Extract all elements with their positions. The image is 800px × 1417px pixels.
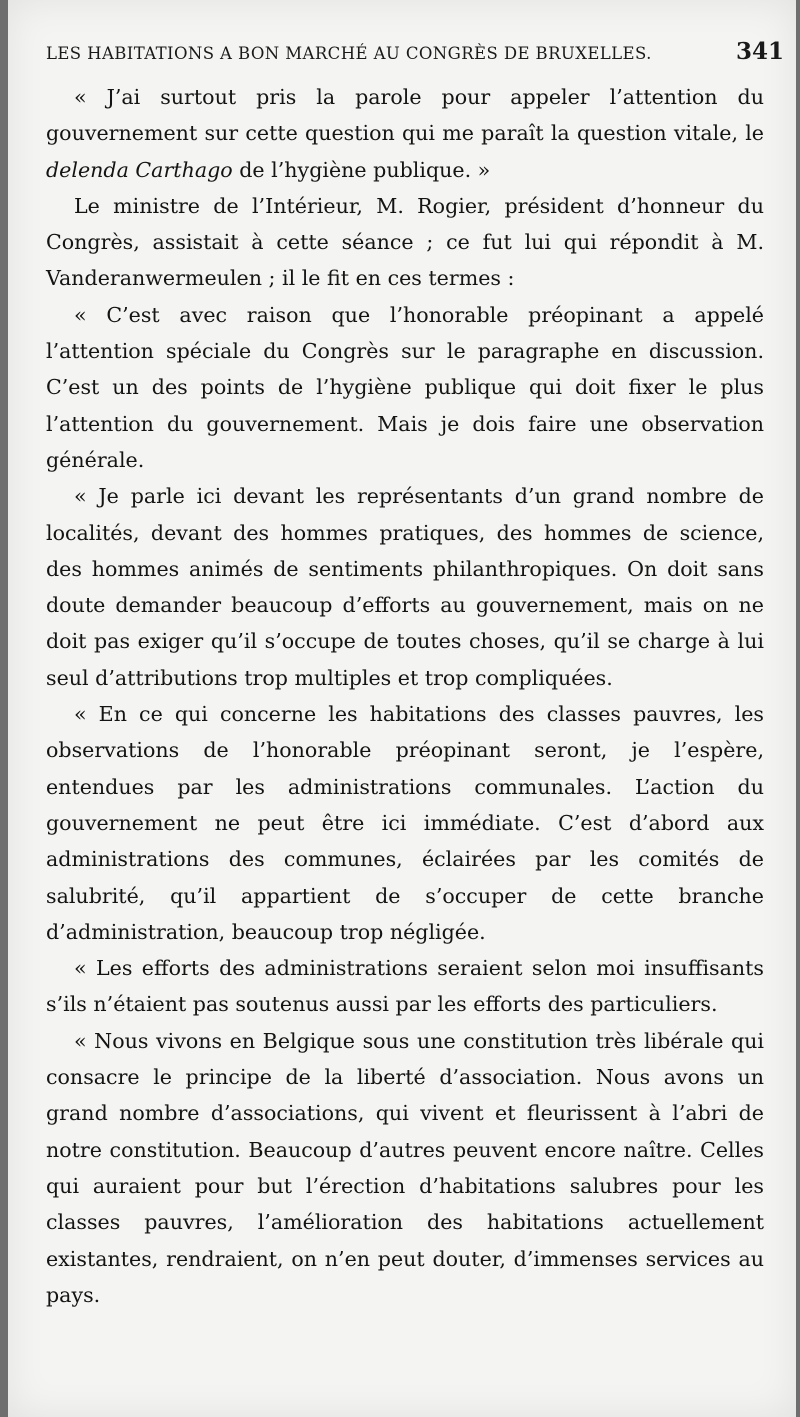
paragraph: Le ministre de l’Intérieur, M. Rogier, président d’honneur du Congrès, assistait à cette séance ; ce fut lui qui répondit à M. Vanderanwermeulen ; il le fit en ces termes :	[46, 193, 764, 291]
book-page	[8, 0, 796, 1417]
page-number: 341	[735, 38, 784, 65]
paragraph-text: « J’ai surtout pris la parole pour appeler l’attention du gouvernement sur cette question qui me paraît la question vitale, le	[46, 85, 764, 146]
paragraph: « Je parle ici devant les représentants d’un grand nombre de localités, devant des hommes pratiques, des hommes de science, des hommes animés de sentiments philanthropiques. On doit sans doute demander beaucoup d’efforts au gouvernement, mais on ne doit pas exiger qu’il s’occupe de toutes choses, qu’il se charge à lui seul d’attributions trop multiples et trop compliquées.	[46, 484, 764, 690]
latin-phrase: delenda Carthago	[46, 157, 233, 182]
paragraph: « C’est avec raison que l’honorable préopinant a appelé l’attention spéciale du Congrès sur le paragraphe en discussion. C’est un des points de l’hygiène publique qui doit fixer le plus l’attention du gouvernement. Mais je dois faire une observation générale.	[46, 302, 764, 472]
paragraph: « Nous vivons en Belgique sous une constitution très libérale qui consacre le principe de la liberté d’association. Nous avons un grand nombre d’associations, qui vivent et fleurissent à l’abri de notre constitution. Beaucoup d’autres peuvent encore naître. Celles qui auraient pour but l’érection d’habitations salubres pour les classes pauvres, l’amélioration des habitations actuellement existantes, rendraient, on n’en peut douter, d’immenses services au pays.	[46, 1028, 764, 1307]
running-title: LES HABITATIONS A BON MARCHÉ AU CONGRÈS DE BRUXELLES.	[46, 44, 652, 63]
paragraph	[46, 79, 764, 188]
paragraph: « Les efforts des administrations seraient selon moi insuffisants s’ils n’étaient pas soutenus aussi par les efforts des particuliers.	[46, 956, 764, 1017]
paragraph: « En ce qui concerne les habitations des classes pauvres, les observations de l’honorable préopinant seront, je l’espère, entendues par les administrations communales. L’action du gouvernement ne peut être ici immédiate. C’est d’abord aux administrations des communes, éclairées par les comités de salubrité, qu’il appartient de s’occuper de cette branche d’administration, beaucoup trop négligée.	[46, 702, 764, 944]
page-header	[46, 40, 786, 76]
body-text	[46, 79, 764, 1313]
paragraph-text: de l’hygiène publique. »	[232, 157, 491, 182]
